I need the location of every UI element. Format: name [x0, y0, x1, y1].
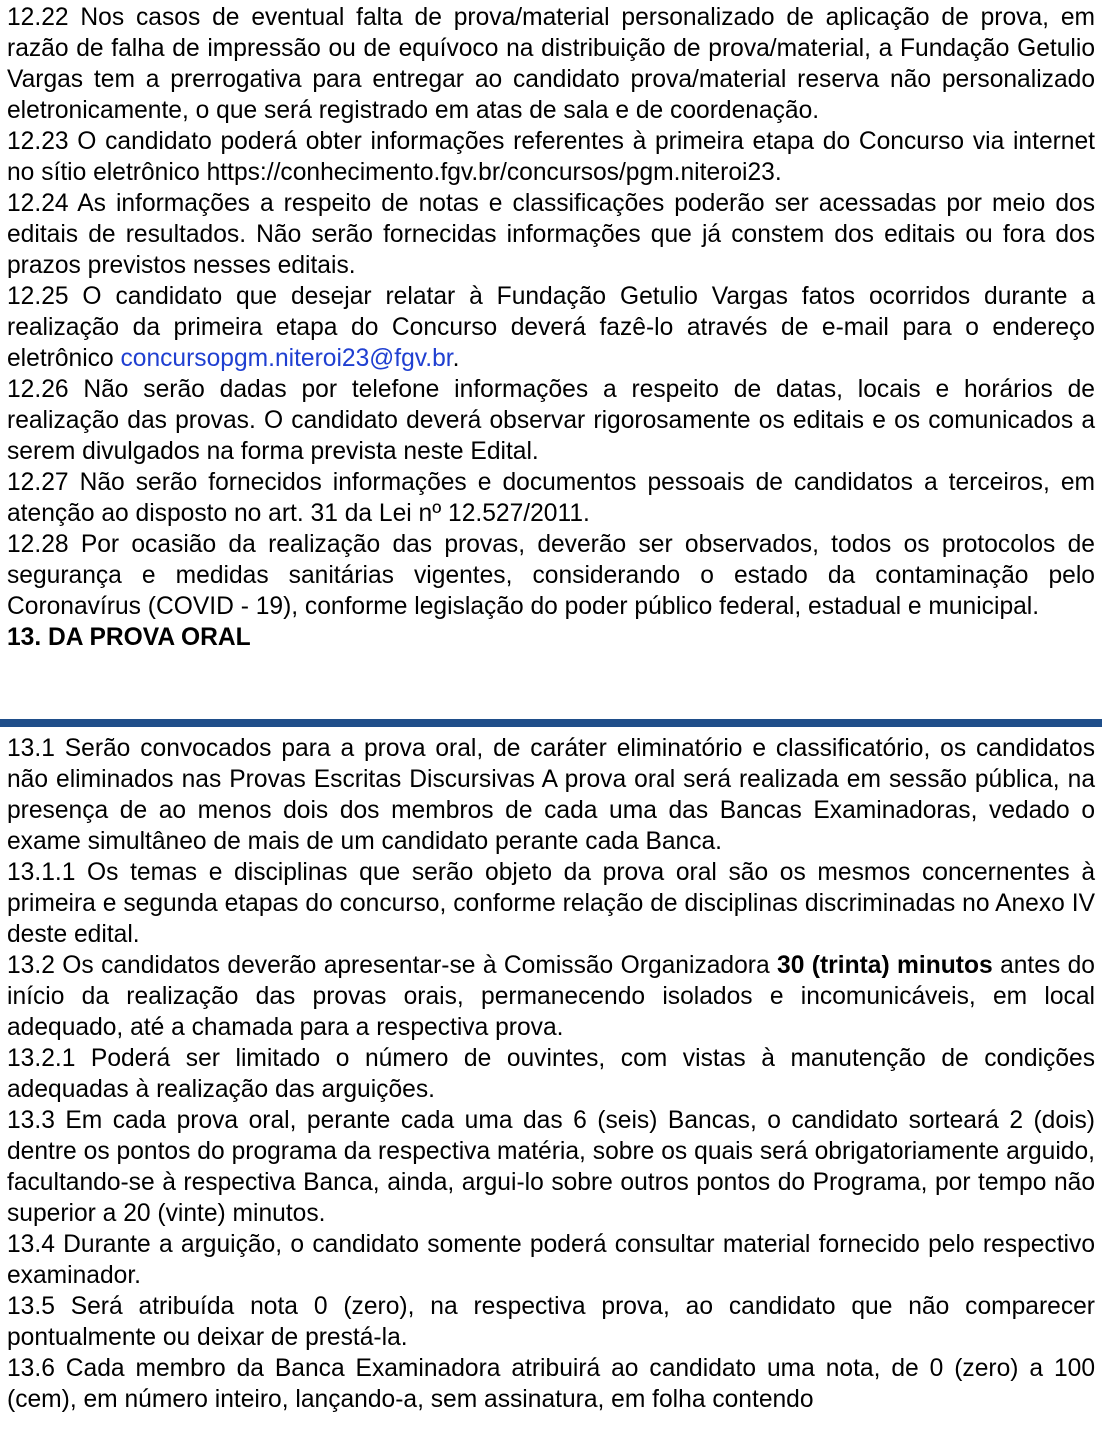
section-12-continued	[7, 2, 1095, 653]
paragraph-12-25-text: 12.25 O candidato que desejar relatar à Fundação Getulio Vargas fatos ocorridos durante a realização da primeira etapa do Concurso deverá fazê-lo através de e-mail para o endereço eletrônico	[7, 283, 1095, 372]
paragraph-13-2-pre: 13.2 Os candidatos deverão apresentar-se à Comissão Organizadora	[7, 952, 778, 979]
paragraph-13-2	[7, 950, 1095, 1043]
paragraph-12-26: 12.26 Não serão dadas por telefone informações a respeito de datas, locais e horários de realização das provas. O candidato deverá observar rigorosamente os editais e os comunicados a serem divulgados na forma prevista neste Edital.	[7, 376, 1095, 465]
paragraph-13-6: 13.6 Cada membro da Banca Examinadora atribuirá ao candidato uma nota, de 0 (zero) a 100 (cem), em número inteiro, lançando-a, sem assinatura, em folha contendo	[7, 1355, 1095, 1413]
paragraph-13-1-1: 13.1.1 Os temas e disciplinas que serão objeto da prova oral são os mesmos concernentes à primeira e segunda etapas do concurso, conforme relação de disciplinas discriminadas no Anexo IV deste edital.	[7, 859, 1095, 948]
paragraph-13-2-emphasis: 30 (trinta) minutos	[777, 952, 993, 979]
paragraph-12-25	[7, 281, 1095, 374]
paragraph-12-28: 12.28 Por ocasião da realização das provas, deverão ser observados, todos os protocolos de segurança e medidas sanitárias vigentes, considerando o estado da contaminação pelo Coronavírus (COVID - 19), conforme legislação do poder público federal, estadual e municipal.	[7, 531, 1095, 620]
paragraph-13-5: 13.5 Será atribuída nota 0 (zero), na respectiva prova, ao candidato que não comparecer pontualmente ou deixar de prestá-la.	[7, 1293, 1095, 1351]
paragraph-13-4: 13.4 Durante a arguição, o candidato somente poderá consultar material fornecido pelo respectivo examinador.	[7, 1231, 1095, 1289]
paragraph-13-3: 13.3 Em cada prova oral, perante cada uma das 6 (seis) Bancas, o candidato sorteará 2 (dois) dentre os pontos do programa da respectiva matéria, sobre os quais será obrigatoriamente arguido, facultando-se à respectiva Banca, ainda, argui-lo sobre outros pontos do Programa, por tempo não superior a 20 (vinte) minutos.	[7, 1107, 1095, 1227]
paragraph-13-2-1: 13.2.1 Poderá ser limitado o número de ouvintes, com vistas à manutenção de condições adequadas à realização das arguições.	[7, 1045, 1095, 1103]
section-divider	[0, 719, 1102, 727]
contact-email-link[interactable]: concursopgm.niteroi23@fgv.br	[120, 345, 453, 372]
paragraph-12-27: 12.27 Não serão fornecidos informações e documentos pessoais de candidatos a terceiros, em atenção ao disposto no art. 31 da Lei nº 12.527/2011.	[7, 469, 1095, 527]
paragraph-13-2-post: antes do início da realização das provas orais, permanecendo isolados e incomunicáveis, em local adequado, até a chamada para a respectiva prova.	[7, 952, 1095, 1041]
paragraph-12-24: 12.24 As informações a respeito de notas e classificações poderão ser acessadas por meio dos editais de resultados. Não serão fornecidas informações que já constem dos editais ou fora dos prazos previstos nesses editais.	[7, 190, 1095, 279]
section-13	[7, 733, 1095, 1415]
paragraph-12-23: 12.23 O candidato poderá obter informações referentes à primeira etapa do Concurso via internet no sítio eletrônico https://conhecimento.fgv.br/concursos/pgm.niteroi23.	[7, 128, 1095, 186]
paragraph-13-1: 13.1 Serão convocados para a prova oral, de caráter eliminatório e classificatório, os candidatos não eliminados nas Provas Escritas Discursivas A prova oral será realizada em sessão pública, na presença de ao menos dois dos membros de cada uma das Bancas Examinadoras, vedado o exame simultâneo de mais de um candidato perante cada Banca.	[7, 735, 1095, 855]
paragraph-12-22: 12.22 Nos casos de eventual falta de prova/material personalizado de aplicação de prova, em razão de falha de impressão ou de equívoco na distribuição de prova/material, a Fundação Getulio Vargas tem a prerrogativa para entregar ao candidato prova/material reserva não personalizado eletronicamente, o que será registrado em atas de sala e de coordenação.	[7, 4, 1095, 124]
paragraph-12-25-end: .	[452, 345, 460, 372]
section-13-heading: 13. DA PROVA ORAL	[7, 624, 251, 651]
